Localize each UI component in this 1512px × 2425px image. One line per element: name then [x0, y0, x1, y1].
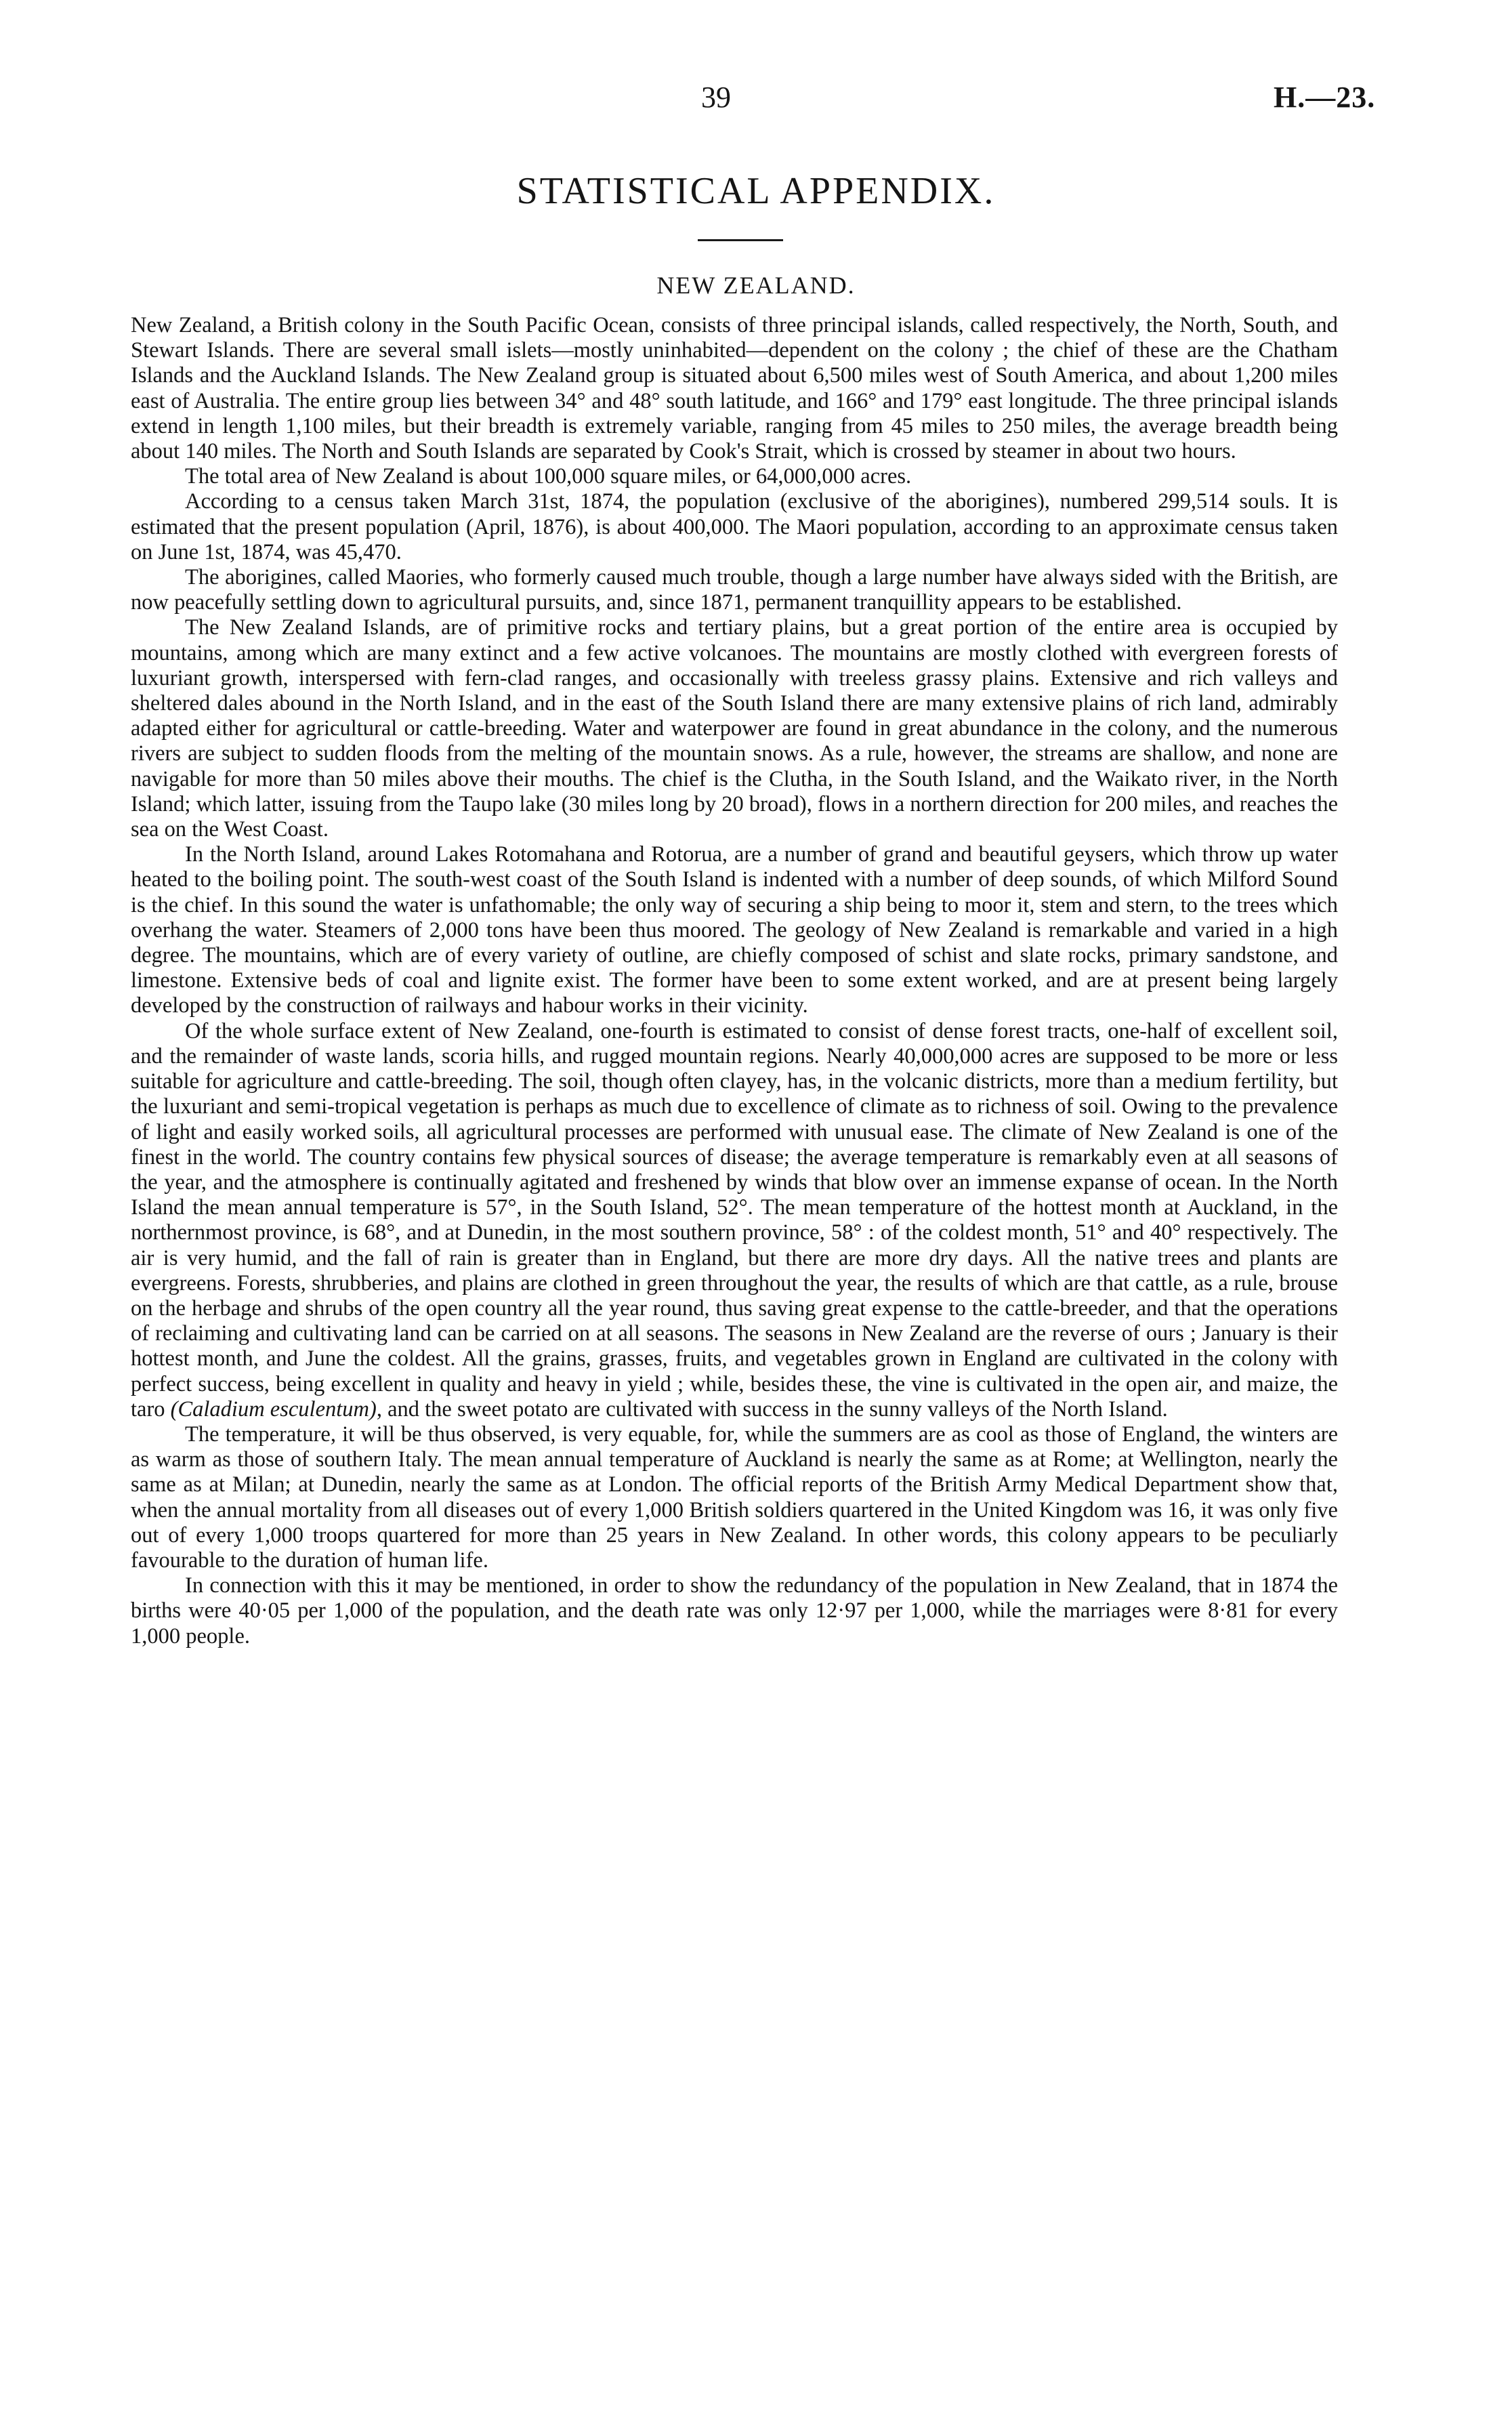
botanical-name: (Caladium esculentum): [170, 1396, 377, 1422]
section-title: NEW ZEALAND.: [656, 272, 856, 299]
paragraph-vital-statistics: In connection with this it may be mentioned, in order to show the redundancy of the population in New Zealand, that in 1874 the births were 40·05 per 1,000 of the population, and the death rate was only 12·97 per 1,000, while the marriages were 8·81 for every 1,000 people.: [131, 1573, 1338, 1649]
page-number: 39: [701, 81, 731, 114]
paragraph-soil-climate-text: Of the whole surface extent of New Zealand, one-fourth is estimated to consist of dense forest tracts, one-half of excellent soil, and the remainder of waste lands, scoria hills, and rugged mountain regions. Nearly 40,000,000 acres are supposed to be more or less suitable for agriculture and cattle-breeding. The soil, though often clayey, has, in the volcanic districts, more than a medium fertility, but the luxuriant and semi-tropical vegetation is perhaps as much due to excellence of climate as to richness of soil. Owing to the prevalence of light and easily worked soils, all agricultural processes are performed with unusual ease. The climate of New Zealand is one of the finest in the world. The country contains few physical sources of disease; the average temperature is remarkably even at all seasons of the year, and the atmosphere is continually agitated and freshened by winds that blow over an immense expanse of ocean. In the North Island the mean annual temperature is 57°, in the South Island, 52°. The mean temperature of the hottest month at Auckland, in the northernmost province, is 68°, and at Dunedin, in the most southern province, 58° : of the coldest month, 51° and 40° respectively. The air is very humid, and the fall of rain is greater than in England, but there are more dry days. All the native trees and plants are evergreens. Forests, shrubberies, and plains are clothed in green throughout the year, the results of which are that cattle, as a rule, brouse on the herbage and shrubs of the open country all the year round, thus saving great expense to the cattle-breeder, and that the operations of reclaiming and cultivating land can be carried on at all seasons. The seasons in New Zealand are the reverse of ours ; January is their hottest month, and June the coldest. All the grains, grasses, fruits, and vegetables grown in England are cultivated in the colony with perfect success, being excellent in quality and heavy in yield ; while, besides these, the vine is cultivated in the open air, and maize, the taro: [131, 1018, 1338, 1422]
paragraph-aborigines: The aborigines, called Maories, who formerly caused much trouble, though a large number have always sided with the British, are now peacefully settling down to agricultural pursuits, and, since 1871, permanent tranquillity appears to be established.: [131, 565, 1338, 615]
paragraph-geysers-geology: In the North Island, around Lakes Rotomahana and Rotorua, are a number of grand and beautiful geysers, which throw up water heated to the boiling point. The south-west coast of the South Island is indented with a number of deep sounds, of which Milford Sound is the chief. In this sound the water is unfathomable; the only way of securing a ship being to moor it, stem and stern, to the trees which overhang the water. Steamers of 2,000 tons have been thus moored. The geology of New Zealand is remarkable and varied in a high degree. The mountains, which are of every variety of outline, are chiefly composed of schist and slate rocks, primary sandstone, and limestone. Extensive beds of coal and lignite exist. The former have been to some extent worked, and are at present being largely developed by the construction of railways and habour works in their vicinity.: [131, 842, 1338, 1018]
body-text: [131, 313, 1338, 1649]
title-divider: [698, 239, 783, 241]
paragraph-geography: New Zealand, a British colony in the South Pacific Ocean, consists of three principal islands, called respectively, the North, South, and Stewart Islands. There are several small islets—mostly uninhabited—dependent on the colony ; the chief of these are the Chatham Islands and the Auckland Islands. The New Zealand group is situated about 6,500 miles west of South America, and about 1,200 miles east of Australia. The entire group lies between 34° and 48° south latitude, and 166° and 179° east longitude. The three principal islands extend in length 1,100 miles, but their breadth is extremely variable, ranging from 45 miles to 250 miles, the average breadth being about 140 miles. The North and South Islands are separated by Cook's Strait, which is crossed by steamer in about two hours.: [131, 313, 1338, 464]
paragraph-temperature: The temperature, it will be thus observed, is very equable, for, while the summers are as cool as those of England, the winters are as warm as those of southern Italy. The mean annual temperature of Auckland is nearly the same as at Rome; at Wellington, nearly the same as at Milan; at Dunedin, nearly the same as at London. The official reports of the British Army Medical Department show that, when the annual mortality from all diseases out of every 1,000 British soldiers quartered in the United Kingdom was 16, it was only five out of every 1,000 troops quartered for more than 25 years in New Zealand. In other words, this colony appears to be peculiarly favourable to the duration of human life.: [131, 1422, 1338, 1573]
paragraph-physical-features: The New Zealand Islands, are of primitive rocks and tertiary plains, but a great portion of the entire area is occupied by mountains, among which are many extinct and a few active volcanoes. The mountains are mostly clothed with evergreen forests of luxuriant growth, interspersed with fern-clad ranges, and occasionally with treeless grassy plains. Extensive and rich valleys and sheltered dales abound in the North Island, and in the east of the South Island there are many extensive plains of rich land, admirably adapted either for agricultural or cattle-breeding. Water and waterpower are found in great abundance in the colony, and the numerous rivers are subject to sudden floods from the melting of the mountain snows. As a rule, however, the streams are shallow, and none are navigable for more than 50 miles above their mouths. The chief is the Clutha, in the South Island, and the Waikato river, in the North Island; which latter, issuing from the Taupo lake (30 miles long by 20 broad), flows in a northern direction for 200 miles, and reaches the sea on the West Coast.: [131, 615, 1338, 842]
document-reference: H.—23.: [1274, 81, 1376, 114]
paragraph-soil-climate-tail: , and the sweet potato are cultivated with success in the sunny valleys of the North Island.: [376, 1396, 1168, 1422]
paragraph-soil-climate: [131, 1019, 1338, 1422]
page-title: STATISTICAL APPENDIX.: [516, 170, 996, 212]
paragraph-area: The total area of New Zealand is about 100,000 square miles, or 64,000,000 acres.: [185, 464, 912, 489]
paragraph-population: According to a census taken March 31st, 1874, the population (exclusive of the aborigines), numbered 299,514 souls. It is estimated that the present population (April, 1876), is about 400,000. The Maori population, according to an approximate census taken on June 1st, 1874, was 45,470.: [131, 489, 1338, 564]
